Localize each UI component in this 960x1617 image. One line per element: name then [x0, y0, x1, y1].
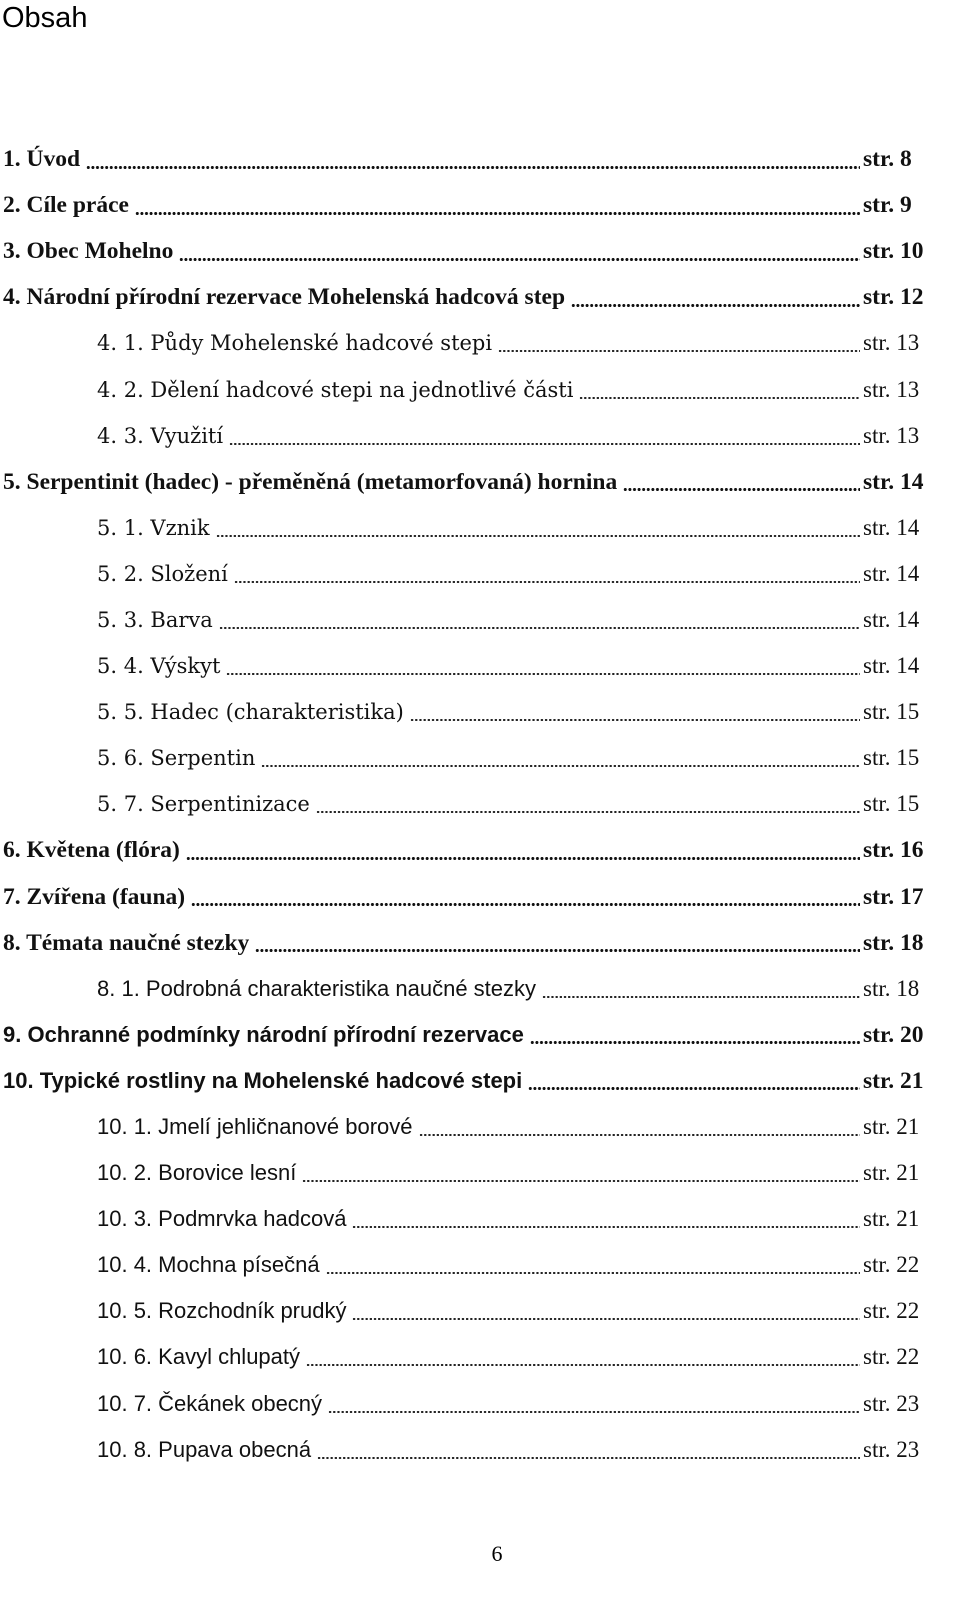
dot-leader — [191, 903, 860, 906]
toc-subentry[interactable] — [0, 1104, 960, 1150]
toc-entry-label: 2. Cíle práce — [3, 192, 129, 219]
toc-subentry[interactable] — [0, 1334, 960, 1380]
toc-subentry[interactable] — [0, 597, 960, 643]
toc-subentry[interactable] — [0, 1150, 960, 1196]
toc-subentry[interactable] — [0, 551, 960, 597]
toc-entry-page: str. 22 — [863, 1344, 920, 1370]
toc-subentry[interactable] — [0, 643, 960, 689]
toc-entry[interactable] — [0, 459, 960, 505]
toc-subentry[interactable] — [0, 1242, 960, 1288]
toc-entry-page: str. 21 — [863, 1067, 924, 1094]
toc-entry-page: str. 15 — [863, 791, 920, 817]
page-number: 6 — [491, 1541, 503, 1566]
toc-entry[interactable] — [0, 274, 960, 320]
dot-leader — [579, 397, 860, 399]
toc-entry-page: str. 18 — [863, 975, 920, 1001]
dot-leader — [352, 1318, 860, 1320]
toc-entry-label: 5. 6. Serpentin — [97, 746, 256, 771]
dot-leader — [186, 857, 860, 860]
toc-entry-label: 6. Květena (flóra) — [3, 837, 180, 864]
toc-entry-label: 4. Národní přírodní rezervace Mohelenská hadcová step — [3, 284, 566, 311]
toc-entry[interactable] — [0, 920, 960, 966]
toc-subentry[interactable] — [0, 966, 960, 1012]
toc-entry-label: 5. 7. Serpentinizace — [97, 792, 310, 817]
table-of-contents — [0, 136, 960, 1473]
toc-entry-label: 4. 3. Využití — [97, 423, 224, 448]
toc-entry-page: str. 23 — [863, 1436, 920, 1462]
toc-subentry[interactable] — [0, 689, 960, 735]
toc-subentry[interactable] — [0, 1196, 960, 1242]
toc-entry-label: 5. Serpentinit (hadec) - přeměněná (metamorfovaná) hornina — [3, 468, 618, 495]
toc-entry-page: str. 14 — [863, 468, 924, 495]
toc-subentry[interactable] — [0, 413, 960, 459]
toc-entry-label: 7. Zvířena (fauna) — [3, 883, 186, 910]
dot-leader — [419, 1134, 860, 1136]
dot-leader — [306, 1364, 860, 1366]
dot-leader — [302, 1180, 860, 1182]
toc-entry-page: str. 21 — [863, 1160, 920, 1186]
toc-subentry[interactable] — [0, 366, 960, 412]
toc-entry-label: 10. 3. Podmrvka hadcová — [97, 1206, 347, 1232]
dot-leader — [316, 811, 860, 813]
dot-leader — [86, 166, 860, 169]
toc-entry-label: 8. Témata naučné stezky — [3, 929, 250, 956]
dot-leader — [234, 581, 860, 583]
dot-leader — [498, 350, 860, 352]
toc-entry-page: str. 8 — [863, 146, 912, 173]
toc-entry-label: 3. Obec Mohelno — [3, 238, 174, 265]
dot-leader — [528, 1087, 860, 1090]
toc-entry-label: 4. 1. Půdy Mohelenské hadcové stepi — [97, 331, 493, 356]
toc-entry-page: str. 21 — [863, 1206, 920, 1232]
dot-leader — [229, 443, 860, 445]
dot-leader — [542, 996, 860, 998]
toc-entry-label: 4. 2. Dělení hadcové stepi na jednotlivé části — [97, 377, 574, 402]
dot-leader — [179, 258, 860, 261]
toc-entry-page: str. 13 — [863, 330, 920, 356]
dot-leader — [571, 304, 860, 307]
toc-entry-page: str. 14 — [863, 606, 920, 632]
dot-leader — [328, 1411, 860, 1413]
dot-leader — [530, 1041, 860, 1044]
dot-leader — [623, 488, 860, 491]
toc-entry-page: str. 13 — [863, 376, 920, 402]
toc-subentry[interactable] — [0, 781, 960, 827]
toc-entry-label: 10. 8. Pupava obecná — [97, 1436, 312, 1462]
toc-entry[interactable] — [0, 1058, 960, 1104]
toc-entry-page: str. 13 — [863, 422, 920, 448]
toc-subentry[interactable] — [0, 1427, 960, 1473]
toc-entry-label: 10. 5. Rozchodník prudký — [97, 1298, 347, 1324]
toc-entry-label: 5. 5. Hadec (charakteristika) — [97, 700, 404, 725]
toc-subentry[interactable] — [0, 1381, 960, 1427]
toc-entry-page: str. 15 — [863, 699, 920, 725]
toc-entry-label: 5. 1. Vznik — [97, 515, 210, 540]
toc-entry-label: 10. 6. Kavyl chlupatý — [97, 1344, 301, 1370]
dot-leader — [317, 1457, 860, 1459]
toc-entry-label: 10. 2. Borovice lesní — [97, 1160, 297, 1186]
dot-leader — [216, 535, 860, 537]
toc-entry[interactable] — [0, 1012, 960, 1058]
toc-entry-label: 10. 1. Jmelí jehličnanové borové — [97, 1114, 413, 1140]
toc-entry-page: str. 10 — [863, 238, 924, 265]
dot-leader — [219, 627, 860, 629]
toc-entry-label: 8. 1. Podrobná charakteristika naučné stezky — [97, 975, 537, 1001]
toc-entry-page: str. 15 — [863, 745, 920, 771]
toc-entry-page: str. 14 — [863, 653, 920, 679]
dot-leader — [255, 949, 860, 952]
dot-leader — [326, 1272, 860, 1274]
toc-entry-page: str. 20 — [863, 1021, 924, 1048]
toc-entry-page: str. 23 — [863, 1390, 920, 1416]
dot-leader — [226, 673, 860, 675]
toc-entry-label: 5. 3. Barva — [97, 607, 213, 632]
toc-entry[interactable] — [0, 182, 960, 228]
dot-leader — [261, 765, 860, 767]
toc-entry[interactable] — [0, 827, 960, 873]
toc-entry-label: 1. Úvod — [3, 146, 81, 173]
toc-subentry[interactable] — [0, 735, 960, 781]
toc-entry-label: 10. 7. Čekánek obecný — [97, 1390, 323, 1416]
toc-entry-label: 10. Typické rostliny na Mohelenské hadcové stepi — [3, 1067, 523, 1093]
toc-entry[interactable] — [0, 136, 960, 182]
dot-leader — [352, 1226, 860, 1228]
toc-entry[interactable] — [0, 228, 960, 274]
toc-entry-page: str. 22 — [863, 1252, 920, 1278]
toc-subentry[interactable] — [0, 1288, 960, 1334]
toc-subentry[interactable] — [0, 320, 960, 366]
toc-entry-page: str. 14 — [863, 514, 920, 540]
toc-entry-page: str. 21 — [863, 1114, 920, 1140]
toc-entry-label: 10. 4. Mochna písečná — [97, 1252, 320, 1278]
toc-entry-page: str. 16 — [863, 837, 924, 864]
toc-entry-page: str. 22 — [863, 1298, 920, 1324]
toc-entry-page: str. 14 — [863, 560, 920, 586]
toc-entry-page: str. 12 — [863, 284, 924, 311]
page-title: Obsah — [2, 2, 88, 34]
dot-leader — [135, 212, 860, 215]
toc-entry-label: 5. 4. Výskyt — [97, 654, 221, 679]
toc-entry-page: str. 18 — [863, 929, 924, 956]
toc-entry-label: 9. Ochranné podmínky národní přírodní rezervace — [3, 1021, 524, 1047]
toc-entry-label: 5. 2. Složení — [97, 561, 228, 586]
toc-entry[interactable] — [0, 874, 960, 920]
toc-subentry[interactable] — [0, 505, 960, 551]
toc-entry-page: str. 9 — [863, 192, 912, 219]
toc-entry-page: str. 17 — [863, 883, 924, 910]
dot-leader — [410, 719, 860, 721]
